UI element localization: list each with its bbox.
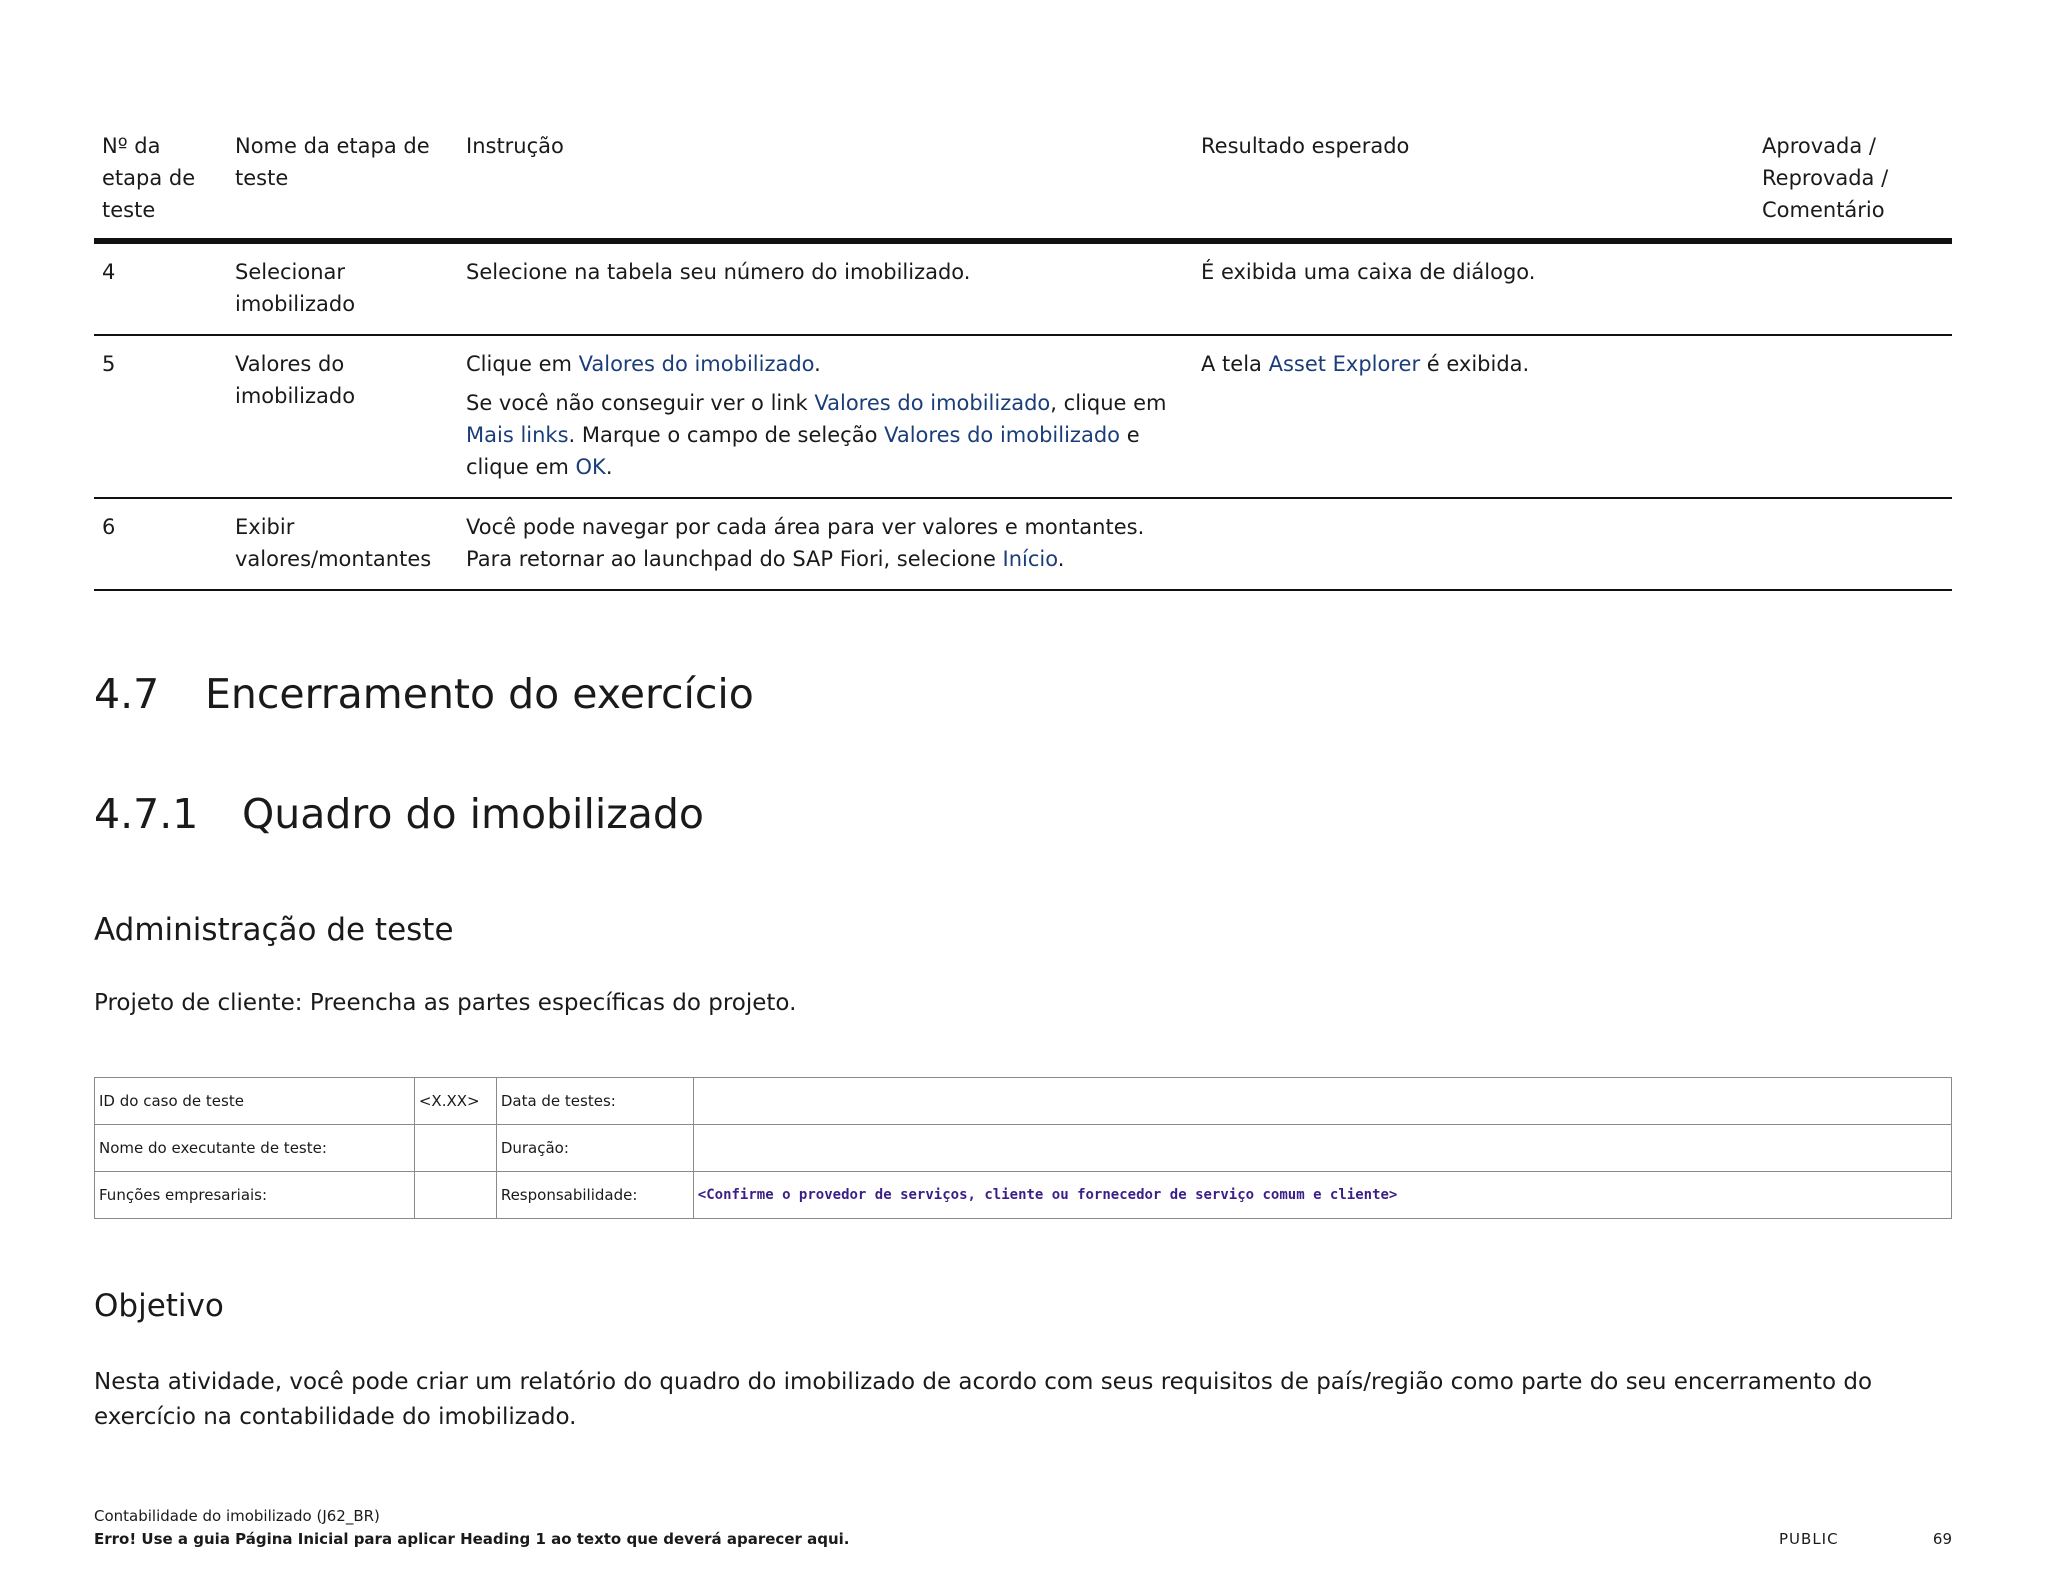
instruction-text: . — [605, 455, 613, 479]
admin-value[interactable] — [693, 1078, 1951, 1125]
instruction-text: e clique em — [466, 423, 1140, 479]
header-step-number: Nº da etapa de teste — [94, 124, 227, 241]
link-valores-do-imobilizado[interactable]: Valores do imobilizado — [884, 423, 1121, 447]
test-admin-table — [94, 1077, 1952, 1219]
instruction-text: . — [814, 352, 821, 376]
header-expected-result: Resultado esperado — [1193, 124, 1754, 241]
result-text: é exibida. — [1420, 352, 1530, 376]
table-row — [94, 335, 1952, 498]
step-result — [1193, 498, 1754, 590]
subsection-title: Quadro do imobilizado — [242, 790, 704, 838]
admin-label: Responsabilidade: — [496, 1172, 693, 1219]
link-ok[interactable]: OK — [575, 455, 606, 479]
admin-label: Funções empresariais: — [95, 1172, 415, 1219]
admin-label: Nome do executante de teste: — [95, 1125, 415, 1172]
responsibility-placeholder[interactable]: <Confirme o provedor de serviços, cliente ou fornecedor de serviço comum e cliente> — [693, 1172, 1951, 1219]
step-number: 5 — [94, 335, 227, 498]
result-text: A tela — [1201, 352, 1269, 376]
step-result: É exibida uma caixa de diálogo. — [1193, 241, 1754, 335]
admin-label: Duração: — [496, 1125, 693, 1172]
table-row — [95, 1172, 1952, 1219]
admin-heading: Administração de teste — [94, 912, 454, 948]
admin-label: ID do caso de teste — [95, 1078, 415, 1125]
table-row — [95, 1125, 1952, 1172]
test-steps-table — [94, 124, 1952, 591]
link-asset-explorer[interactable]: Asset Explorer — [1268, 352, 1421, 376]
footer-error-text: Erro! Use a guia Página Inicial para aplicar Heading 1 ao texto que deverá aparecer aqui. — [94, 1530, 850, 1548]
step-number: 6 — [94, 498, 227, 590]
table-row — [94, 498, 1952, 590]
step-comment — [1754, 498, 1952, 590]
step-instruction: Selecione na tabela seu número do imobilizado. — [458, 241, 1193, 335]
step-number: 4 — [94, 241, 227, 335]
instruction-paragraph — [466, 387, 1185, 483]
instruction-paragraph — [466, 348, 1185, 380]
footer-classification: PUBLIC — [1779, 1530, 1839, 1548]
header-step-name: Nome da etapa de teste — [227, 124, 458, 241]
admin-intro: Projeto de cliente: Preencha as partes específicas do projeto. — [94, 990, 797, 1016]
admin-value[interactable] — [414, 1172, 496, 1219]
link-inicio[interactable]: Início — [1002, 547, 1058, 571]
page-footer — [94, 1505, 1952, 1551]
instruction-text: Você pode navegar por cada área para ver valores e montantes. Para retornar ao launchpad do SAP Fiori, selecione — [466, 515, 1145, 571]
link-valores-do-imobilizado[interactable]: Valores do imobilizado — [578, 352, 815, 376]
section-heading — [94, 670, 754, 718]
section-title: Encerramento do exercício — [205, 670, 754, 718]
link-mais-links[interactable]: Mais links — [466, 423, 569, 447]
section-number: 4.7 — [94, 670, 160, 718]
admin-value[interactable] — [414, 1125, 496, 1172]
instruction-text: , clique em — [1050, 391, 1167, 415]
admin-value[interactable]: <X.XX> — [414, 1078, 496, 1125]
step-result — [1193, 335, 1754, 498]
step-instruction — [458, 498, 1193, 590]
admin-value[interactable] — [693, 1125, 1951, 1172]
step-name: Exibir valores/montantes — [227, 498, 458, 590]
footer-doc-title: Contabilidade do imobilizado (J62_BR) — [94, 1507, 380, 1525]
subsection-heading — [94, 790, 704, 838]
footer-page-number: 69 — [1932, 1530, 1952, 1548]
instruction-text: . Marque o campo de seleção — [568, 423, 885, 447]
instruction-text: Se você não conseguir ver o link — [466, 391, 815, 415]
objective-text: Nesta atividade, você pode criar um relatório do quadro do imobilizado de acordo com seus requisitos de país/região como parte do seu encerramento do exercício na contabilidade do imobilizado. — [94, 1369, 1873, 1430]
table-row — [94, 241, 1952, 335]
step-comment — [1754, 241, 1952, 335]
table-header-row — [94, 124, 1952, 241]
subsection-number: 4.7.1 — [94, 790, 199, 838]
objective-heading: Objetivo — [94, 1288, 224, 1324]
step-name: Selecionar imobilizado — [227, 241, 458, 335]
step-name: Valores do imobilizado — [227, 335, 458, 498]
instruction-text: Clique em — [466, 352, 579, 376]
table-row — [95, 1078, 1952, 1125]
step-instruction — [458, 335, 1193, 498]
header-pass-fail-comment: Aprovada / Reprovada / Comentário — [1754, 124, 1952, 241]
admin-label: Data de testes: — [496, 1078, 693, 1125]
link-valores-do-imobilizado[interactable]: Valores do imobilizado — [814, 391, 1051, 415]
step-comment — [1754, 335, 1952, 498]
header-instruction: Instrução — [458, 124, 1193, 241]
instruction-text: . — [1057, 547, 1065, 571]
